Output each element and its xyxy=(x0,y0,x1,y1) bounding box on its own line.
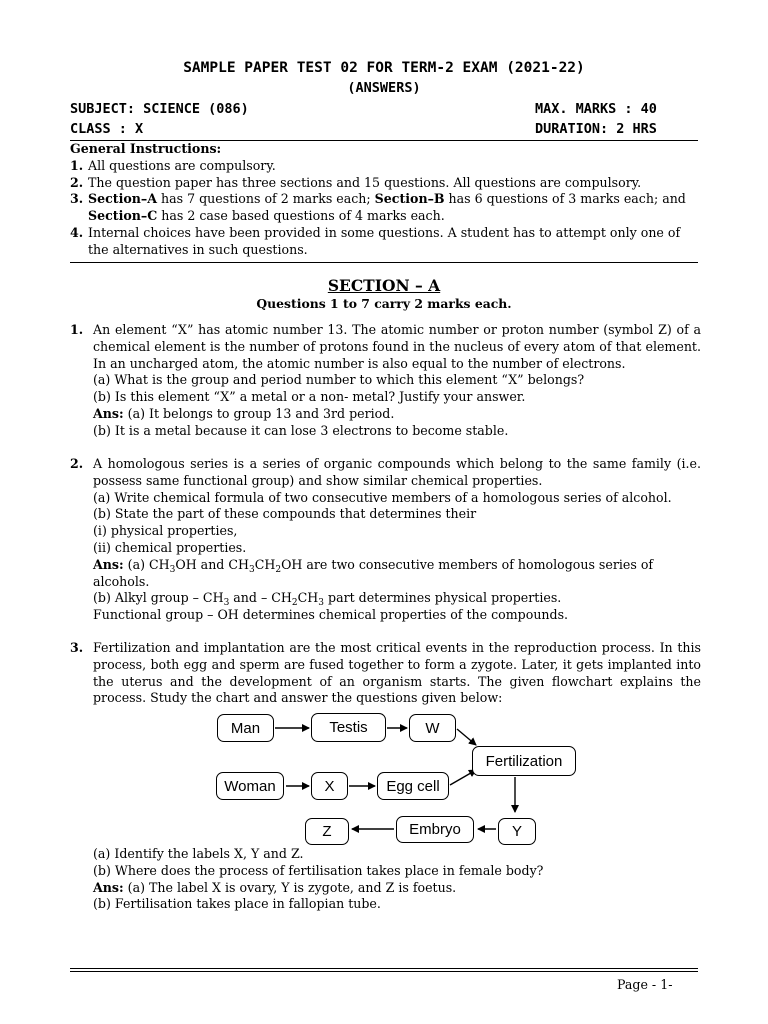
flow-box-z: Z xyxy=(305,818,349,845)
instruction-text: All questions are compulsory. xyxy=(88,157,276,173)
question-stem: A homologous series is a series of organic compounds which belong to the same family (i.e. possess same functional group) and show similar chemical properties. xyxy=(93,456,701,488)
question-part-b: (b) Where does the process of fertilisation takes place in female body? xyxy=(93,862,544,878)
question-part-a: (a) Identify the labels X, Y and Z. xyxy=(93,846,304,861)
answer-a: Ans: (a) It belongs to group 13 and 3rd period. xyxy=(93,405,395,421)
flow-box-embryo: Embryo xyxy=(396,816,474,843)
flow-box-woman: Woman xyxy=(216,772,284,800)
instruction-text: Internal choices have been provided in some questions. A student has to attempt only one of the alternatives in such questions. xyxy=(88,224,681,257)
flow-box-testis: Testis xyxy=(311,713,386,742)
answer-a: Ans: (a) The label X is ovary, Y is zygote, and Z is foetus. xyxy=(93,879,457,895)
flow-box-x: X xyxy=(311,772,348,800)
instruction-text: The question paper has three sections and 15 questions. All questions are compulsory. xyxy=(88,174,642,190)
flow-box-egg-cell: Egg cell xyxy=(377,772,449,800)
question-stem: Fertilization and implantation are the most critical events in the reproduction process. In this process, both egg and sperm are fused together to form a zygote. Later, it gets implanted into the uterus and the development of an organism starts. The given flowchart explains the process. Study the chart and answer the questions given below: xyxy=(93,640,701,706)
question-number: 2. xyxy=(70,456,84,471)
instruction-number: 4. xyxy=(70,224,84,240)
instructions-heading: General Instructions: xyxy=(70,141,222,156)
flow-box-w: W xyxy=(409,714,456,742)
answer-b: (b) It is a metal because it can lose 3 electrons to become stable. xyxy=(93,422,509,438)
class-label: CLASS : X xyxy=(70,121,144,137)
subject-label: SUBJECT: SCIENCE (086) xyxy=(70,101,249,117)
question-3-parts xyxy=(70,846,701,913)
footer-divider xyxy=(70,968,698,969)
page-number: Page - 1- xyxy=(617,977,673,992)
arrow-w-fertilization xyxy=(457,729,476,745)
footer-divider xyxy=(70,971,698,972)
question-part-b-ii: (ii) chemical properties. xyxy=(93,539,247,555)
answer-a: Ans: (a) $CH_3OH$ and $CH_3CH_2OH$ are two consecutive members of homologous series of alcohols. xyxy=(93,556,654,589)
flow-box-fertilization: Fertilization xyxy=(472,746,576,776)
section-title: SECTION – A xyxy=(327,276,441,295)
question-part-a: (a) What is the group and period number to which this element “X” belongs? xyxy=(93,372,585,388)
question-stem: An element “X” has atomic number 13. The atomic number or proton number (symbol Z) of a chemical element is the number of protons found in the nucleus of every atom of that element. In an uncharged atom, the atomic number is also equal to the number of electrons. xyxy=(93,322,701,371)
question-part-b: (b) State the part of these compounds that determines their xyxy=(93,506,477,522)
flow-box-y: Y xyxy=(498,818,536,845)
question-part-a: (a) Write chemical formula of two consecutive members of a homologous series of alcohol. xyxy=(93,489,672,505)
section-subtitle: Questions 1 to 7 carry 2 marks each. xyxy=(256,296,512,311)
instruction-number: 1. xyxy=(70,157,84,173)
answer-b: (b) Fertilisation takes place in fallopian tube. xyxy=(93,896,381,912)
question-part-b: (b) Is this element “X” a metal or a non- metal? Justify your answer. xyxy=(93,389,526,405)
paper-subtitle: (ANSWERS) xyxy=(347,80,421,96)
duration-label: DURATION: 2 HRS xyxy=(535,121,657,137)
question-part-b-i: (i) physical properties, xyxy=(93,523,238,539)
question-number: 3. xyxy=(70,640,84,655)
paper-title: SAMPLE PAPER TEST 02 FOR TERM-2 EXAM (2021-22) xyxy=(183,60,585,76)
instruction-text: Section–A has 7 questions of 2 marks each; Section–B has 6 questions of 3 marks each; and Section–C has 2 case based questions of 4 marks each. xyxy=(88,191,686,224)
max-marks-label: MAX. MARKS : 40 xyxy=(535,101,657,117)
instruction-number: 2. xyxy=(70,174,84,190)
instruction-number: 3. xyxy=(70,191,84,207)
question-number: 1. xyxy=(70,322,84,337)
flow-box-man: Man xyxy=(217,714,274,742)
answer-b: (b) Alkyl group – $CH_3$ and – $CH_2CH_3$ part determines physical properties. xyxy=(93,590,562,609)
answer-c: Functional group – OH determines chemical properties of the compounds. xyxy=(93,607,569,623)
